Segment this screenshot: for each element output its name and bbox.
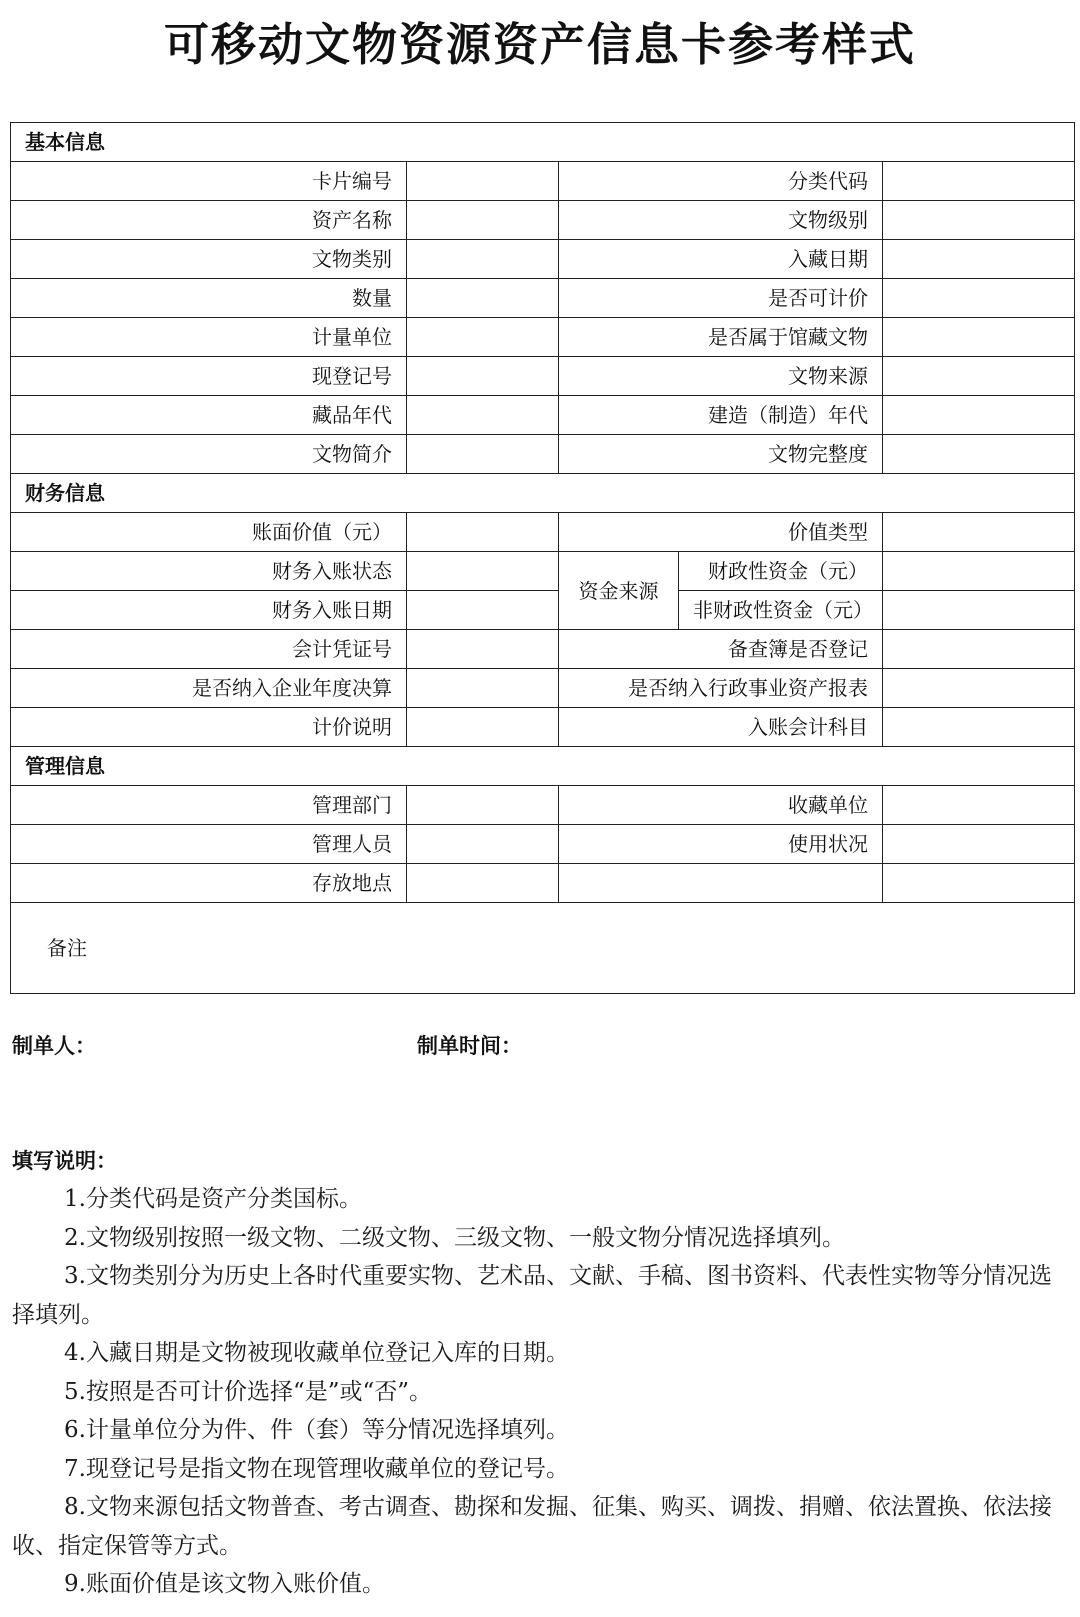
relic-source-field[interactable] — [883, 357, 1075, 396]
finance-row — [11, 630, 1075, 669]
museum-collection-field[interactable] — [883, 318, 1075, 357]
fund-source-label: 资金来源 — [559, 552, 679, 630]
pricing-note-label: 计价说明 — [11, 708, 407, 747]
relic-level-field[interactable] — [883, 201, 1075, 240]
register-check-field[interactable] — [883, 630, 1075, 669]
finance-row — [11, 708, 1075, 747]
make-time-label: 制单时间： — [417, 1034, 522, 1058]
basic-row — [11, 162, 1075, 201]
quantity-label: 数量 — [11, 279, 407, 318]
priceable-label: 是否可计价 — [559, 279, 883, 318]
construction-era-field[interactable] — [883, 396, 1075, 435]
basic-row — [11, 279, 1075, 318]
relic-intro-label: 文物简介 — [11, 435, 407, 474]
value-type-field[interactable] — [883, 513, 1075, 552]
construction-era-label: 建造（制造）年代 — [559, 396, 883, 435]
management-staff-field[interactable] — [407, 825, 559, 864]
sign-row — [12, 1030, 1072, 1060]
management-row — [11, 864, 1075, 903]
entry-date-field[interactable] — [407, 591, 559, 630]
instructions-title: 填写说明： — [12, 1149, 117, 1173]
collection-era-field[interactable] — [407, 396, 559, 435]
management-row — [11, 786, 1075, 825]
account-subject-label: 入账会计科目 — [559, 708, 883, 747]
account-subject-field[interactable] — [883, 708, 1075, 747]
admin-report-field[interactable] — [883, 669, 1075, 708]
finance-row — [11, 513, 1075, 552]
basic-row — [11, 435, 1075, 474]
quantity-field[interactable] — [407, 279, 559, 318]
unit-label: 计量单位 — [11, 318, 407, 357]
relic-intro-field[interactable] — [407, 435, 559, 474]
instruction-item: 5.按照是否可计价选择“是”或“否”。 — [64, 1378, 432, 1405]
usage-status-field[interactable] — [883, 825, 1075, 864]
instruction-item: 7.现登记号是指文物在现管理收藏单位的登记号。 — [64, 1455, 569, 1482]
instruction-item: 2.文物级别按照一级文物、二级文物、三级文物、一般文物分情况选择填列。 — [64, 1224, 845, 1251]
section-management-row — [11, 747, 1075, 786]
remark-field[interactable] — [11, 903, 1075, 994]
management-staff-label: 管理人员 — [11, 825, 407, 864]
unit-field[interactable] — [407, 318, 559, 357]
registration-number-label: 现登记号 — [11, 357, 407, 396]
section-basic-row — [11, 123, 1075, 162]
relic-category-label: 文物类别 — [11, 240, 407, 279]
priceable-field[interactable] — [883, 279, 1075, 318]
section-basic-title: 基本信息 — [11, 123, 1075, 162]
enterprise-accounts-label: 是否纳入企业年度决算 — [11, 669, 407, 708]
registration-number-field[interactable] — [407, 357, 559, 396]
nonfiscal-fund-label: 非财政性资金（元） — [679, 591, 883, 630]
empty-cell — [883, 864, 1075, 903]
museum-collection-label: 是否属于馆藏文物 — [559, 318, 883, 357]
collection-date-label: 入藏日期 — [559, 240, 883, 279]
instruction-item: 4.入藏日期是文物被现收藏单位登记入库的日期。 — [64, 1340, 569, 1366]
section-management-title: 管理信息 — [11, 747, 1075, 786]
asset-info-card — [10, 122, 1075, 994]
admin-report-label: 是否纳入行政事业资产报表 — [559, 669, 883, 708]
value-type-label: 价值类型 — [559, 513, 883, 552]
instruction-item: 6.计量单位分为件、件（套）等分情况选择填列。 — [64, 1417, 569, 1443]
voucher-number-label: 会计凭证号 — [11, 630, 407, 669]
integrity-label: 文物完整度 — [559, 435, 883, 474]
finance-row — [11, 552, 1075, 591]
instructions — [12, 1142, 1068, 1604]
management-dept-field[interactable] — [407, 786, 559, 825]
remark-label: 备注 — [47, 936, 87, 960]
usage-status-label: 使用状况 — [559, 825, 883, 864]
storage-location-label: 存放地点 — [11, 864, 407, 903]
management-row — [11, 825, 1075, 864]
basic-row — [11, 396, 1075, 435]
relic-source-label: 文物来源 — [559, 357, 883, 396]
entry-status-label: 财务入账状态 — [11, 552, 407, 591]
card-number-field[interactable] — [407, 162, 559, 201]
instruction-item: 1.分类代码是资产分类国标。 — [64, 1186, 362, 1212]
relic-level-label: 文物级别 — [559, 201, 883, 240]
basic-row — [11, 318, 1075, 357]
asset-name-label: 资产名称 — [11, 201, 407, 240]
category-code-field[interactable] — [883, 162, 1075, 201]
register-check-label: 备查簿是否登记 — [559, 630, 883, 669]
book-value-field[interactable] — [407, 513, 559, 552]
asset-name-field[interactable] — [407, 201, 559, 240]
nonfiscal-fund-field[interactable] — [883, 591, 1075, 630]
instruction-item: 9.账面价值是该文物入账价值。 — [64, 1571, 385, 1597]
fiscal-fund-label: 财政性资金（元） — [679, 552, 883, 591]
basic-row — [11, 240, 1075, 279]
finance-row — [11, 669, 1075, 708]
section-finance-title: 财务信息 — [11, 474, 1075, 513]
instruction-item: 3.文物类别分为历史上各时代重要实物、艺术品、文献、手稿、图书资料、代表性实物等分情况选择填列。 — [12, 1263, 1052, 1328]
basic-row — [11, 201, 1075, 240]
collection-era-label: 藏品年代 — [11, 396, 407, 435]
entry-date-label: 财务入账日期 — [11, 591, 407, 630]
finance-row — [11, 591, 1075, 630]
instruction-item: 8.文物来源包括文物普查、考古调查、勘探和发掘、征集、购买、调拨、捐赠、依法置换、依法接收、指定保管等方式。 — [12, 1494, 1052, 1559]
category-code-label: 分类代码 — [559, 162, 883, 201]
collection-date-field[interactable] — [883, 240, 1075, 279]
empty-cell — [559, 864, 883, 903]
card-number-label: 卡片编号 — [11, 162, 407, 201]
remark-row — [11, 903, 1075, 994]
page-title: 可移动文物资源资产信息卡参考样式 — [163, 18, 916, 71]
management-dept-label: 管理部门 — [11, 786, 407, 825]
storage-location-field[interactable] — [407, 864, 559, 903]
integrity-field[interactable] — [883, 435, 1075, 474]
entry-status-field[interactable] — [407, 552, 559, 591]
relic-category-field[interactable] — [407, 240, 559, 279]
collection-unit-field[interactable] — [883, 786, 1075, 825]
collection-unit-label: 收藏单位 — [559, 786, 883, 825]
enterprise-accounts-field[interactable] — [407, 669, 559, 708]
pricing-note-field[interactable] — [407, 708, 559, 747]
fiscal-fund-field[interactable] — [883, 552, 1075, 591]
voucher-number-field[interactable] — [407, 630, 559, 669]
section-finance-row — [11, 474, 1075, 513]
book-value-label: 账面价值（元） — [11, 513, 407, 552]
maker-label: 制单人： — [12, 1034, 96, 1058]
basic-row — [11, 357, 1075, 396]
